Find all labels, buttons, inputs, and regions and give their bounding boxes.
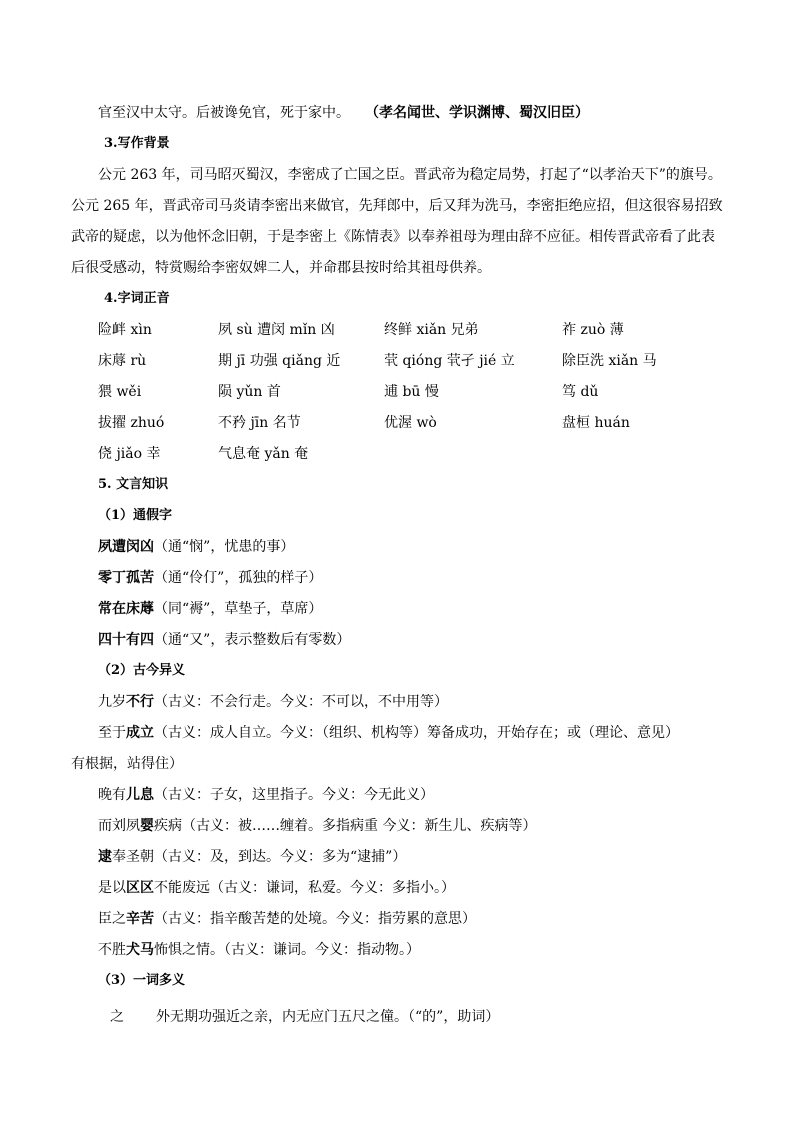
section-5-title: 5. 文言知识	[98, 477, 169, 492]
subsection-2-title: （2）古今异义	[98, 663, 186, 678]
polysemy-word: 之	[110, 1009, 124, 1025]
tongjia-word: 四十有四	[98, 632, 154, 648]
intro-tag: （孝名闻世、学识渊博、蜀汉旧臣）	[372, 105, 589, 121]
gujin-item	[98, 940, 420, 960]
gujin-note: 怖惧之情。（古义：谦词。今义：指动物。）	[154, 942, 420, 958]
gujin-pre: 而刘夙	[98, 818, 140, 834]
pron-item: 拔擢 zhuó	[98, 415, 165, 431]
gujin-note: （古义：指辛酸苦楚的处境。今义：指劳累的意思）	[154, 911, 476, 927]
pron-item: 气息奄 yǎn 奄	[218, 446, 309, 462]
gujin-key: 不行	[126, 694, 154, 710]
section-3-line-1: 公元 263 年，司马昭灭蜀汉，李密成了亡国之臣。晋武帝为稳定局势，打起了“以孝治天下”的旗号。	[98, 167, 722, 183]
pron-item: 优渥 wò	[384, 415, 437, 431]
pron-item: 逋 bū 慢	[384, 384, 439, 400]
gujin-key: 区区	[126, 880, 154, 896]
section-4-title: 4.字词正音	[104, 291, 170, 306]
tongjia-word: 夙遭闵凶	[98, 539, 154, 555]
subsection-3-title: （3）一词多义	[98, 973, 186, 988]
polysemy-example: 外无期功强近之亲，内无应门五尺之僮。（“的”，助词）	[156, 1009, 500, 1025]
tongjia-note: （通“又”，表示整数后有零数）	[154, 632, 351, 648]
tongjia-word: 常在床蓐	[98, 601, 154, 617]
pron-item: 不矜 jīn 名节	[218, 415, 301, 431]
pron-item: 期 jī 功强 qiǎng 近	[218, 353, 341, 369]
gujin-item	[98, 878, 455, 898]
tongjia-note: （通“伶仃”，孤独的样子）	[154, 570, 323, 586]
subsection-1-title: （1）通假字	[98, 508, 173, 523]
tongjia-item	[98, 568, 322, 588]
gujin-item	[98, 723, 679, 743]
gujin-note: （古义：成人自立。今义：（组织、机构等）筹备成功，开始存在；或（理论、意见）	[154, 725, 679, 741]
gujin-note: （古义：子女，这里指子。今义：今无此义）	[154, 787, 434, 803]
tongjia-note: （通“悯”，忧患的事）	[154, 539, 295, 555]
gujin-pre: 晚有	[98, 787, 126, 803]
gujin-key: 婴	[140, 818, 154, 834]
gujin-pre: 臣之	[98, 911, 126, 927]
pron-item: 终鲜 xiǎn 兄弟	[384, 322, 479, 338]
gujin-pre: 是以	[98, 880, 126, 896]
tongjia-item	[98, 599, 322, 619]
gujin-item	[98, 816, 536, 836]
pron-item: 茕 qióng 茕孑 jié 立	[384, 353, 515, 369]
gujin-pre: 不胜	[98, 942, 126, 958]
pron-item: 祚 zuò 薄	[562, 322, 624, 338]
gujin-note: 不能废远（古义：谦词，私爱。今义：多指小。）	[154, 880, 455, 896]
gujin-item	[98, 692, 448, 712]
pron-item: 夙 sù 遭闵 mǐn 凶	[218, 322, 335, 338]
section-3-line-2: 公元 265 年，晋武帝司马炎请李密出来做官，先拜郎中，后又拜为洗马，李密拒绝应招，但这很容易招致	[71, 198, 723, 214]
gujin-note: 疾病（古义：被……缠着。多指病重 今义：新生儿、疾病等）	[154, 818, 537, 834]
pron-item: 陨 yǔn 首	[218, 384, 281, 400]
tongjia-note: （同“褥”，草垫子，草席）	[154, 601, 323, 617]
section-3-line-3: 武帝的疑虑，以为他怀念旧朝，于是李密上《陈情表》以奉养祖母为理由辞不应征。相传晋武帝看了此表	[71, 229, 715, 245]
gujin-key: 逮	[98, 849, 112, 865]
gujin-pre: 九岁	[98, 694, 126, 710]
gujin-item	[98, 909, 476, 929]
gujin-key: 儿息	[126, 787, 154, 803]
intro-text: 官至汉中太守。后被谗免官，死于家中。	[98, 105, 350, 121]
gujin-key: 犬马	[126, 942, 154, 958]
tongjia-word: 零丁孤苦	[98, 570, 154, 586]
pron-item: 床蓐 rù	[98, 353, 147, 369]
tongjia-item	[98, 630, 350, 650]
gujin-note: 有根据，站得住）	[71, 756, 183, 772]
gujin-key: 辛苦	[126, 911, 154, 927]
gujin-key: 成立	[126, 725, 154, 741]
pron-item: 猥 wěi	[98, 384, 142, 400]
section-3-line-4: 后很受感动，特赏赐给李密奴婢二人，并命郡县按时给其祖母供养。	[71, 260, 491, 276]
section-3-title: 3.写作背景	[104, 136, 170, 151]
gujin-item-continued	[71, 754, 183, 774]
pron-item: 盘桓 huán	[562, 415, 630, 431]
pron-item: 侥 jiǎo 幸	[98, 446, 161, 462]
gujin-note: （古义：不会行走。今义：不可以，不中用等）	[154, 694, 448, 710]
gujin-item	[98, 785, 434, 805]
gujin-item	[98, 847, 406, 867]
pron-item: 笃 dǔ	[562, 384, 599, 400]
gujin-note: 奉圣朝（古义：及，到达。今义：多为“逮捕”）	[112, 849, 407, 865]
gujin-pre: 至于	[98, 725, 126, 741]
intro-line	[98, 103, 589, 123]
tongjia-item	[98, 537, 294, 557]
pron-item: 险衅 xìn	[98, 322, 152, 338]
pron-item: 除臣洗 xiǎn 马	[562, 353, 657, 369]
